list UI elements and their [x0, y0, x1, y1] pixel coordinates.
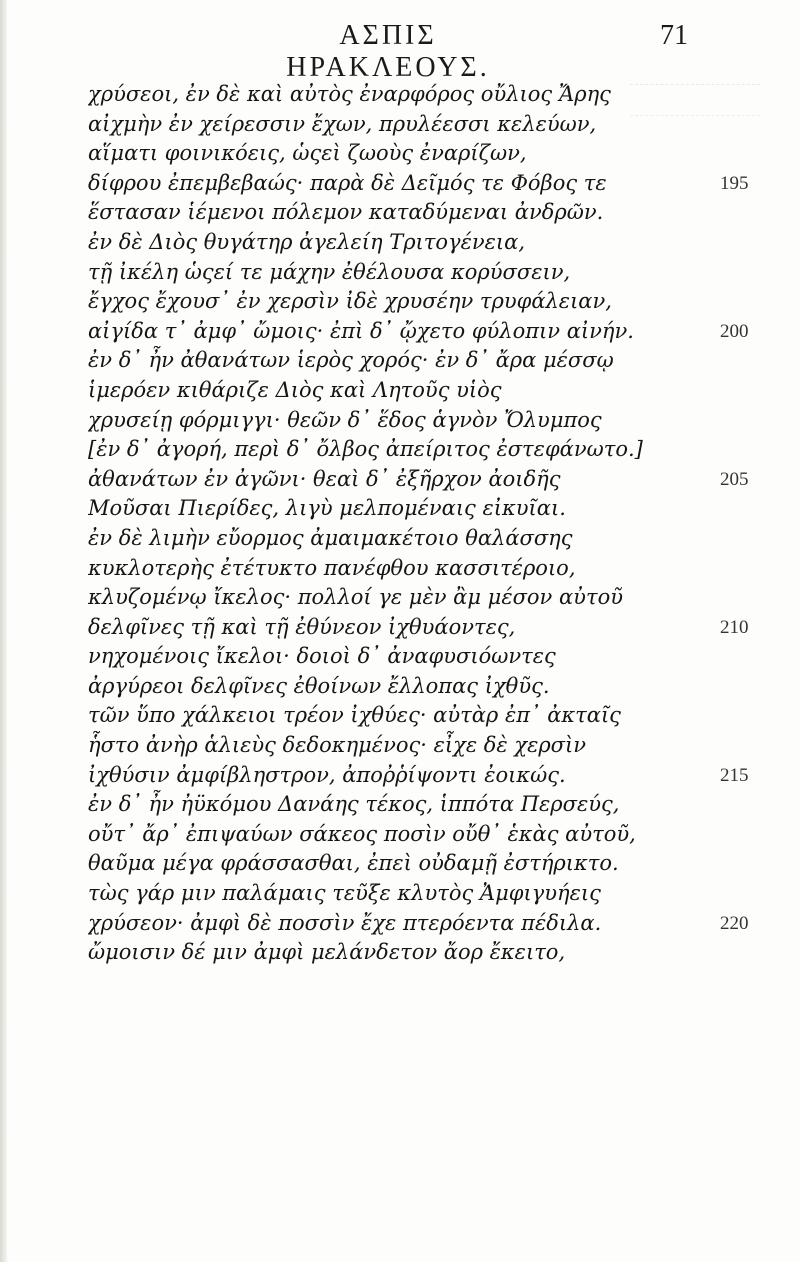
verse-line: δελφῖνες τῇ καὶ τῇ ἐθύνεον ἰχθυάοντες, — [88, 614, 516, 639]
margin-line-number: 210 — [720, 616, 749, 638]
verse-line: [ἐν δ᾽ ἀγορή, περὶ δ᾽ ὄλβος ἀπείριτος ἐστεφάνωτο.] — [88, 437, 643, 462]
margin-line-number: 205 — [720, 468, 749, 490]
verse-line: τῶν ὕπο χάλκειοι τρέον ἰχθύες· αὐτὰρ ἐπ᾽ ἀκταῖς — [88, 703, 621, 728]
verse-line: οὔτ᾽ ἄρ᾽ ἐπιψαύων σάκεος ποσὶν οὔθ᾽ ἑκὰς αὐτοῦ, — [88, 821, 636, 846]
verse-line: ὤμοισιν δέ μιν ἀμφὶ μελάνδετον ἄορ ἔκειτο, — [88, 940, 566, 965]
page-number: 71 — [660, 20, 688, 51]
verse-text — [88, 80, 708, 968]
verse-line: ἔγχος ἔχουσ᾽ ἐν χερσὶν ἰδὲ χρυσέην τρυφάλειαν, — [88, 289, 612, 314]
verse-line: χρυσείῃ φόρμιγγι· θεῶν δ᾽ ἕδος ἁγνὸν Ὄλυμπος — [88, 407, 602, 432]
margin-line-number: 215 — [720, 764, 749, 786]
verse-line: αἰγίδα τ᾽ ἀμφ᾽ ὤμοις· ἐπὶ δ᾽ ᾤχετο φύλοπιν αἰνήν. — [88, 318, 634, 343]
verse-line: ἐν δὲ λιμὴν εὔορμος ἀμαιμακέτοιο θαλάσσης — [88, 525, 573, 550]
verse-line: τῇ ἰκέλη ὡςεί τε μάχην ἐθέλουσα κορύσσειν, — [88, 259, 571, 284]
verse-line: ἀθανάτων ἐν ἀγῶνι· θεαὶ δ᾽ ἐξῆρχον ἀοιδῆς — [88, 466, 561, 491]
verse-line: χρύσεον· ἀμφὶ δὲ ποσσὶν ἔχε πτερόεντα πέδιλα. — [88, 910, 602, 935]
verse-line: ἐν δὲ Διὸς θυγάτηρ ἀγελείη Τριτογένεια, — [88, 229, 526, 254]
verse-line: κυκλοτερὴς ἐτέτυκτο πανέφθου κασσιτέροιο, — [88, 555, 576, 580]
margin-line-number: 220 — [720, 912, 749, 934]
verse-line: ἀργύρεοι δελφῖνες ἐθοίνων ἔλλοπας ἰχθῦς. — [88, 673, 550, 698]
verse-line: Μοῦσαι Πιερίδες, λιγὺ μελπομέναις εἰκυῖαι. — [88, 496, 566, 521]
verse-line: κλυζομένῳ ἴκελος· πολλοί γε μὲν ἂμ μέσον αὐτοῦ — [88, 585, 623, 610]
verse-line: αἰχμὴν ἐν χείρεσσιν ἔχων, πρυλέεσσι κελεύων, — [88, 111, 597, 136]
verse-line: χρύσεοι, ἐν δὲ καὶ αὐτὸς ἐναρφόρος οὔλιος Ἄρης — [88, 82, 611, 106]
running-title: ΑΣΠΙΣ ΗΡΑΚΛΕΟΥΣ. — [286, 20, 490, 83]
page-header — [88, 14, 688, 83]
verse-line: θαῦμα μέγα φράσσασθαι, ἐπεὶ οὐδαμῇ ἐστήρικτο. — [88, 851, 619, 876]
verse-line: ἧστο ἀνὴρ ἁλιεὺς δεδοκημένος· εἶχε δὲ χερσὶν — [88, 733, 587, 758]
verse-line: τὼς γάρ μιν παλάμαις τεῦξε κλυτὸς Ἀμφιγυήεις — [88, 881, 601, 906]
verse-line: νηχομένοις ἴκελοι· δοιοὶ δ᾽ ἀναφυσιόωντες — [88, 644, 556, 669]
margin-line-number: 200 — [720, 320, 749, 342]
verse-line: ἰχθύσιν ἀμφίβληστρον, ἀποῤῥίψοντι ἐοικώς. — [88, 762, 566, 787]
verse-line: αἵματι φοινικόεις, ὡςεὶ ζωοὺς ἐναρίζων, — [88, 141, 527, 166]
verse-line: δίφρου ἐπεμβεβαώς· παρὰ δὲ Δεῖμός τε Φόβος τε — [88, 170, 607, 195]
binding-edge — [0, 0, 7, 1262]
verse-line: ἐν δ᾽ ἦν ἠϋκόμου Δανάης τέκος, ἱππότα Περσεύς, — [88, 792, 620, 817]
verse-line: ἕστασαν ἱέμενοι πόλεμον καταδύμεναι ἀνδρῶν. — [88, 200, 604, 225]
verse-line: ἐν δ᾽ ἦν ἀθανάτων ἱερὸς χορός· ἐν δ᾽ ἄρα μέσσῳ — [88, 348, 614, 373]
verse-line: ἱμερόεν κιθάριζε Διὸς καὶ Λητοῦς υἱὸς — [88, 377, 502, 402]
margin-line-number: 195 — [720, 172, 749, 194]
